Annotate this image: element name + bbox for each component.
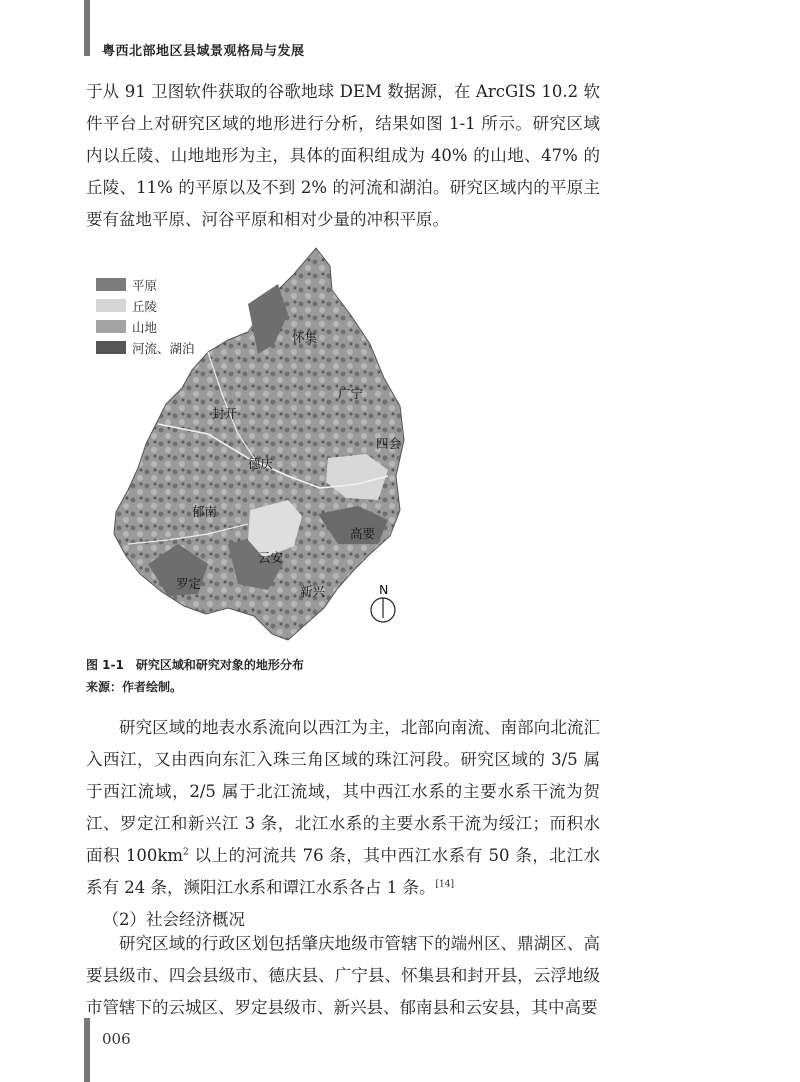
label-xinxing: 新兴 [300, 584, 326, 599]
legend-label: 平原 [132, 277, 158, 293]
figure-caption: 图 1-1 研究区域和研究对象的地形分布 [86, 658, 304, 672]
legend-swatch [96, 299, 126, 312]
label-gaoyao: 高要 [350, 526, 376, 541]
legend-item [96, 316, 195, 337]
north-label: N [379, 582, 389, 597]
legend-label: 丘陵 [132, 298, 158, 314]
north-arrow-icon [371, 582, 395, 622]
superscript-2: 2 [183, 847, 189, 858]
label-luoding: 罗定 [176, 576, 202, 591]
label-yunan: 郁南 [192, 504, 218, 519]
label-yunan2: 云安 [258, 550, 284, 565]
legend-swatch [96, 278, 126, 291]
legend-item [96, 295, 195, 316]
hydrology-text-a: 研究区域的地表水系流向以西江为主，北部向南流、南部向北流汇入西江，又由西向东汇入珠三角区域的珠江河段。研究区域的 3/5 属于西江流域，2/5 属于北江流域，其中西江水系的主要水系干流为贺江、罗定江和新兴江 3 条，北江水系的主要水系干流为绥江；而积水面积 100km [86, 718, 600, 865]
page-number: 006 [102, 1030, 131, 1048]
legend-swatch [96, 320, 126, 333]
paragraph-hydrology [86, 712, 600, 904]
figure-source: 来源：作者绘制。 [86, 680, 183, 694]
hydrology-text-b: 以上的河流共 76 条，其中西江水系有 50 条，北江水系有 24 条，濒阳江水系和谭江水系各占 1 条。 [86, 846, 600, 897]
label-deqing: 德庆 [248, 456, 274, 471]
paragraph-terrain: 于从 91 卫图软件获取的谷歌地球 DEM 数据源，在 ArcGIS 10.2 软件平台上对研究区域的地形进行分析，结果如图 1-1 所示。研究区域内以丘陵、山地地形为主，具体的面积组成为 40% 的山地、47% 的丘陵、11% 的平原以及不到 2% 的河流和湖泊。研究区域内的平原主要有盆地平原、河谷平原和相对少量的冲积平原。 [86, 82, 600, 229]
legend-item [96, 274, 195, 295]
paragraph-admin: 研究区域的行政区划包括肇庆地级市管辖下的端州区、鼎湖区、高要县级市、四会县级市、德庆县、广宁县、怀集县和封开县，云浮地级市管辖下的云城区、罗定县级市、新兴县、郁南县和云安县，其中高要 [86, 934, 600, 1017]
legend-item [96, 337, 195, 358]
running-title: 粤西北部地区县域景观格局与发展 [102, 44, 305, 59]
footer-decor-bar [84, 1018, 90, 1082]
label-sihui: 四会 [376, 436, 402, 451]
label-fengkai: 封开 [212, 406, 238, 421]
label-huaiji: 怀集 [292, 330, 318, 345]
legend-label: 山地 [132, 319, 158, 335]
legend-label: 河流、湖泊 [132, 340, 195, 356]
map-legend [96, 274, 195, 358]
section-subheading: （2）社会经济概况 [102, 910, 245, 929]
reference-marker: [14] [435, 879, 454, 890]
header-decor-bar [84, 0, 90, 56]
label-guangning: 广宁 [338, 386, 364, 401]
legend-swatch [96, 341, 126, 354]
